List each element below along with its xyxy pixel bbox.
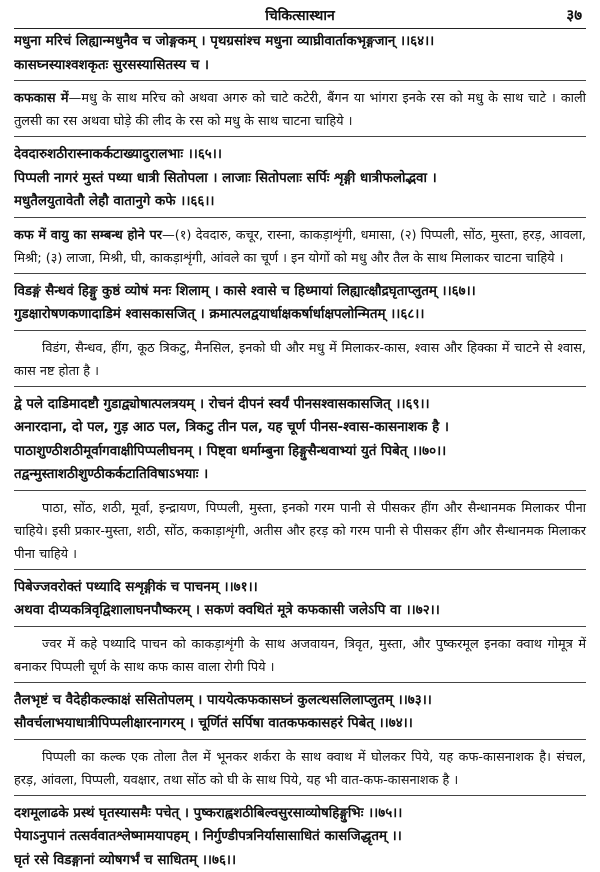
verse-line: दशमूलाढके प्रस्थं घृतस्यासमैः पचेत् । पुष्कराह्वशठीबिल्वसुरसाव्योषहिङ्गुभिः ।।७५।। [14, 802, 586, 826]
separator-rule [14, 739, 586, 740]
separator-rule [14, 273, 586, 274]
verse-line: गुडक्षारोषणकणादाडिमं श्वासकासजित् । क्रमात्पलद्वयार्धाक्षकर्षार्धाक्षपलोन्मितम् ।।६८।। [14, 303, 586, 327]
commentary-lead: कफ में वायु का सम्बन्ध होने पर [14, 228, 162, 243]
separator-rule [14, 136, 586, 137]
separator-rule [14, 386, 586, 387]
separator-rule [14, 490, 586, 491]
commentary-paragraph: ज्वर में कहे पथ्यादि पाचन को काकड़ाशृंगी के साथ अजवायन, त्रिवृत, मुस्ता, और पुष्करमूल इनका क्वाथ गोमूत्र में बनाकर पिप्पली चूर्ण के साथ कफ कास वाला रोगी पिये । [14, 633, 586, 679]
page-header [0, 0, 600, 26]
commentary-paragraph: पाठा, सोंठ, शठी, मूर्वा, इन्द्रायण, पिप्पली, मुस्ता, इनको गरम पानी से पीसकर हींग और सैन्धानमक मिलाकर पीना चाहिये। इसी प्रकार-मुस्ता, शठी, सोंठ, ककाड़ाशृंगी, अतीस और हरड़ को गरम पानी से पीसकर हींग और सैन्धानमक मिलाकर पीना चाहिये । [14, 497, 586, 566]
separator-rule [14, 569, 586, 570]
verse-line: पिप्पली नागरं मुस्तं पथ्या धात्री सितोपला । लाजाः सितोपलाः सर्पिः शृङ्गी धात्रीफलोद्भवा । [14, 167, 586, 191]
separator-rule [14, 330, 586, 331]
verse-block [14, 30, 586, 77]
page-number: ३७ [566, 5, 582, 25]
verse-block [14, 576, 586, 623]
commentary-lead: कफकास में [14, 91, 69, 106]
separator-rule [14, 795, 586, 796]
verse-line: तैलभृष्टं च वैदेहीकल्काक्षं ससितोपलम् । पाययेत्कफकासघ्नं कुलत्थसलिलाप्लुतम् ।।७३।। [14, 689, 586, 713]
separator-rule [14, 682, 586, 683]
verse-block [14, 802, 586, 872]
separator-rule [14, 626, 586, 627]
running-title: चिकित्सास्थान [0, 6, 600, 25]
verse-line: पिबेज्जवरोक्तं पथ्यादि सशृङ्गीकं च पाचनम् ।।७१।। [14, 576, 586, 600]
verse-line: सौवर्चलाभयाधात्रीपिप्पलीक्षारनागरम् । चूर्णितं सर्पिषा वातकफकासहरं पिबेत् ।।७४।। [14, 712, 586, 736]
separator-rule [14, 217, 586, 218]
verse-line: अनारदाना, दो पल, गुड़ आठ पल, त्रिकटु तीन पल, यह चूर्ण पीनस-श्वास-कासनाशक है । [14, 416, 586, 440]
verse-line: मधुतैलयुतावेतौ लेहौ वातानुगे कफे ।।६६।। [14, 190, 586, 214]
commentary-text: —मधु के साथ मरिच को अथवा अगरु को चाटे कटेरी, बैंगन या भांगरा इनके रस को मधु के साथ चाटे । काली तुलसी का रस अथवा घोड़े की लीद के रस को मधु के साथ चाटना चाहिये । [14, 91, 586, 129]
commentary-paragraph: पिप्पली का कल्क एक तोला तैल में भूनकर शर्करा के साथ क्वाथ में घोलकर पिये, यह कफ-कासनाशक है। संचल, हरड़, आंवला, पिप्पली, यवक्षार, तथा सोंठ को घी के साथ पिये, यह भी वात-कफ-कासनाशक है । [14, 746, 586, 792]
verse-line: मधुना मरिचं लिह्यान्मधुनैव च जोङ्गकम् । पृथग्रसांश्च मधुना व्याघ्रीवार्ताकभृङ्गजान् ।।६४।। [14, 30, 586, 54]
verse-line: घृतं रसे विडङ्गानां व्योषगर्भं च साधितम् ।।७६।। [14, 849, 586, 872]
separator-rule [14, 80, 586, 81]
verse-line: कासघ्नस्याश्वशकृतः सुरसस्यासितस्य च । [14, 54, 586, 78]
verse-line: विडङ्गं सैन्धवं हिङ्गु कुष्ठं व्योषं मनः शिलाम् । कासे श्वासे च हिध्मायां लिह्यात्क्षौद्रघृताप्लुतम् ।।६७।। [14, 280, 586, 304]
verse-line: पाठाशुण्ठीशठीमूर्वागवाक्षीपिप्पलीघनम् । पिष्ट्वा धर्माम्बुना हिङ्गुसैन्धवाभ्यां युतं पिबेत् ।।७०।। [14, 440, 586, 464]
commentary-paragraph [14, 87, 586, 133]
verse-block [14, 393, 586, 487]
verse-block [14, 689, 586, 736]
verse-line: पेयाऽनुपानं तत्सर्ववातश्लेष्मामयापहम् । निर्गुण्डीपत्रनिर्यासासाधितं कासजिद्धृतम् ।। [14, 825, 586, 849]
page-body [14, 30, 586, 872]
commentary-text: —(१) देवदारु, कचूर, रास्ना, काकड़ाशृंगी, धमासा, (२) पिप्पली, सोंठ, मुस्ता, हरड़, आवला, मिश्री; (३) लाजा, मिश्री, घी, काकड़ाशृंगी, आंवले का चूर्ण । इन योगों को मधु और तैल के साथ मिलाकर चाटना चाहिये । [14, 228, 586, 266]
header-rule [14, 28, 586, 29]
verse-line: द्वे पले दाडिमादष्टौ गुडाद्व्योषात्पलत्रयम् । रोचनं दीपनं स्वर्यं पीनसश्वासकासजित् ।।६९।। [14, 393, 586, 417]
verse-line: अथवा दीप्यकत्रिवृद्विशालाघनपौष्करम् । सकणं क्वथितं मूत्रे कफकासी जलेऽपि वा ।।७२।। [14, 599, 586, 623]
verse-block [14, 280, 586, 327]
commentary-paragraph [14, 224, 586, 270]
commentary-paragraph: विडंग, सैन्धव, हींग, कूठ त्रिकटु, मैनसिल, इनको घी और मधु में मिलाकर-कास, श्वास और हिक्का में चाटने से श्वास, कास नष्ट होता है । [14, 337, 586, 383]
verse-block [14, 143, 586, 214]
verse-line: देवदारुशठीरास्नाकर्कटाख्यादुरालभाः ।।६५।। [14, 143, 586, 167]
verse-line: तद्वन्मुस्ताशठीशुण्ठीकर्कटातिविषाऽभयाः । [14, 463, 586, 487]
